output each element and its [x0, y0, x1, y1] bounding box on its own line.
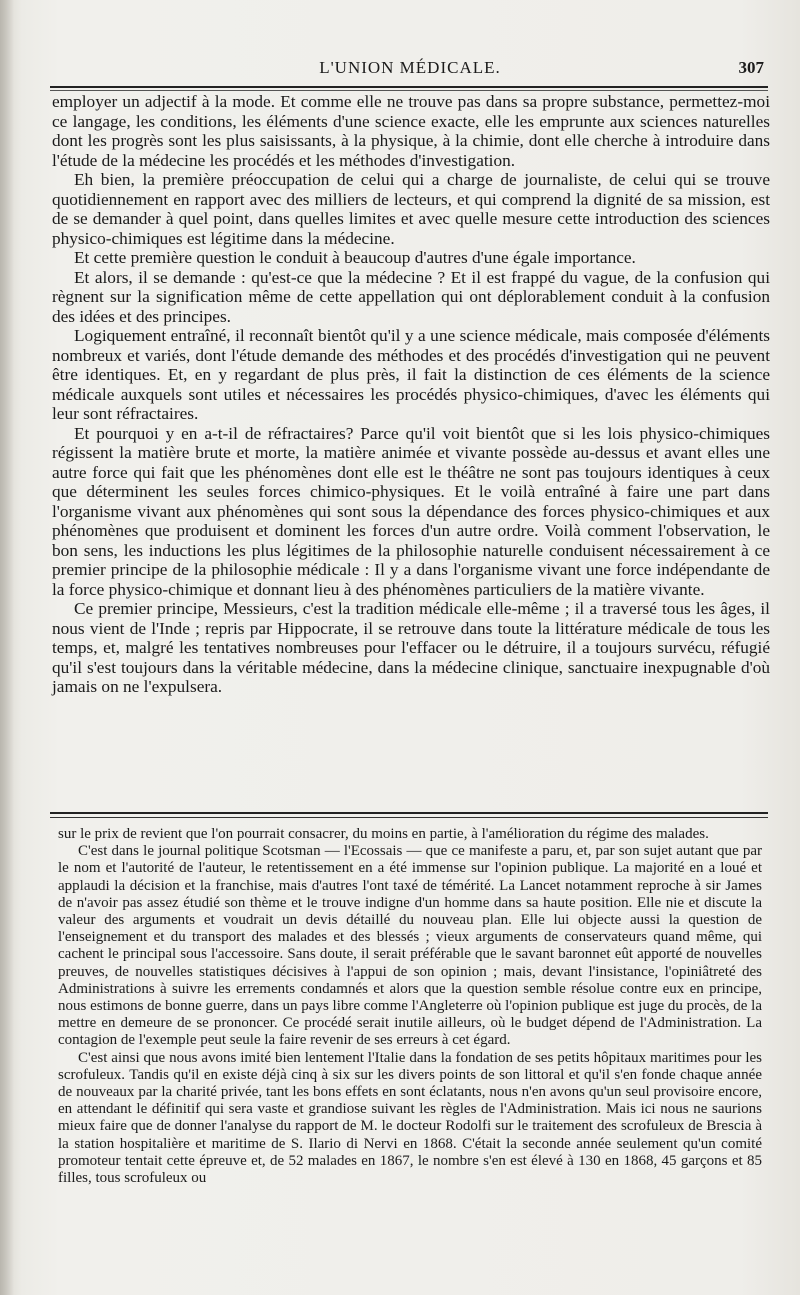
- paragraph: Et alors, il se demande : qu'est-ce que la médecine ? Et il est frappé du vague, de la confusion qui règnent sur la signification même de cette appellation qui ont déplorablement conduit à la confusion des idées et des principes.: [52, 267, 770, 326]
- header-rule: [50, 86, 768, 91]
- paragraph: sur le prix de revient que l'on pourrait consacrer, du moins en partie, à l'amélioration du régime des malades.: [58, 826, 709, 842]
- paragraph: C'est dans le journal politique Scotsman — l'Ecossais — que ce manifeste a paru, et, par son sujet autant que par le nom et l'autorité de l'auteur, le retentissement en a été immense sur l'opinion publique. La majorité en a loué et applaudi la décision et la franchise, mais d'autres l'ont taxé de témérité. La Lancet notamment reproche à sir James de n'avoir pas assez étudié son thème et le trouve indigne d'un homme dans sa haute position. Elle nie et discute la valeur des arguments et voudrait un devis détaillé du nouveau plan. Elle lui objecte aussi la question de l'enseignement et du transport des malades et des blessés ; vieux arguments de conservateurs quand même, qui cachent le principal sous l'accessoire. Sans doute, il serait préférable que le savant baronnet eût apporté de nouvelles preuves, de nouvelles statistiques décisives à l'appui de son opinion ; mais, devant l'insistance, l'opiniâtreté des Administrations à suivre les errements condamnés et alors que la question semble résolue contre eux en principe, nous estimons de bonne guerre, dans un pays libre comme l'Angleterre où l'opinion publique est juge du procès, de la mettre en demeure de se prononcer. Ce procédé serait inutile ailleurs, où le budget dépend de l'Administration. La contagion de l'exemple peut seule la faire revenir de ses erreurs à cet égard.: [58, 843, 762, 1049]
- paragraph: Ce premier principe, Messieurs, c'est la tradition médicale elle-même ; il a traversé tous les âges, il nous vient de l'Inde ; repris par Hippocrate, il se retrouve dans toute la littérature médicale de tous les temps, et, malgré les tentatives nombreuses pour l'effacer ou le détruire, il a toujours survécu, réfugié qu'il s'est toujours dans la véritable médecine, dans la médecine clinique, sanctuaire inexpugnable d'où jamais on ne l'expulsera.: [52, 599, 770, 696]
- main-article: [52, 92, 770, 697]
- page-header: [50, 58, 770, 84]
- paragraph: Et pourquoi y en a-t-il de réfractaires? Parce qu'il voit bientôt que si les lois physico-chimiques régissent la matière brute et morte, la matière animée et vivante possède au-dessus et avant elles une autre force qui fait que les phénomènes dont elle est le théâtre ne sont pas toujours identiques à ceux que déterminent les seules forces chimico-physiques. Et le voilà entraîné à faire une part dans l'organisme vivant aux phénomènes qui sont sous la dépendance des forces physico-chimiques et aux phénomènes que produisent et dominent les forces d'un autre ordre. Voilà comment l'observation, le bon sens, les inductions les plus légitimes de la philosophie naturelle conduisent nécessairement à ce premier principe de la philosophie médicale : Il y a dans l'organisme vivant une force indépendante de la force physico-chimique et donnant lieu à des phénomènes particuliers de la matière vivante.: [52, 423, 770, 599]
- paragraph: Eh bien, la première préoccupation de celui qui a charge de journaliste, de celui qui se trouve quotidiennement en rapport avec des milliers de lecteurs, et qui comprend la dignité de sa mission, est de se demander à quel point, dans quelles limites et avec quelle mesure cette introduction des sciences physico-chimiques est légitime dans la médecine.: [52, 170, 770, 248]
- running-title: L'UNION MÉDICALE.: [319, 58, 501, 77]
- binding-shadow: [0, 0, 14, 1295]
- paragraph: employer un adjectif à la mode. Et comme elle ne trouve pas dans sa propre substance, permettez-moi ce langage, les conditions, les éléments d'une science exacte, elle les emprunte aux sciences naturelles dont les progrès sont les plus saisissants, à la physique, à la chimie, dont elle cherche à introduire dans l'étude de la médecine les procédés et les méthodes d'investigation.: [52, 92, 770, 170]
- feuilleton-section: [58, 826, 762, 1187]
- page-number: 307: [738, 58, 764, 77]
- paragraph: Logiquement entraîné, il reconnaît bientôt qu'il y a une science médicale, mais composée d'éléments nombreux et variés, dont l'étude demande des méthodes et des procédés d'investigation qui ne peuvent être identiques. Et, en y regardant de plus près, il fait la distinction de ces éléments de la science médicale auxquels sont utiles et nécessaires les procédés physico-chimiques, d'avec les éléments qui leur sont réfractaires.: [52, 326, 770, 423]
- paragraph: C'est ainsi que nous avons imité bien lentement l'Italie dans la fondation de ses petits hôpitaux maritimes pour les scrofuleux. Tandis qu'il en existe déjà cinq à six sur les divers points de son littoral et qu'il s'en fonde chaque année de nouveaux par la charité privée, tant les bons effets en sont éclatants, nous n'en avons qu'un seul provisoire encore, en attendant le définitif qui sera vaste et grandiose suivant les règles de l'Administration. Mais ici nous ne saurions mieux faire que de donner l'analyse du rapport de M. le docteur Rodolfi sur le traitement des scrofuleux de Brescia à la station hospitalière et maritime de S. Ilario di Nervi en 1868. C'était la seconde année seulement qu'un comité promoteur tentait cette épreuve et, de 52 malades en 1867, le nombre s'en est élevé à 130 en 1868, 45 garçons et 85 filles, tous scrofuleux ou: [58, 1049, 762, 1187]
- paragraph: Et cette première question le conduit à beaucoup d'autres d'une égale importance.: [74, 248, 636, 267]
- feuilleton-separator-rule: [50, 812, 768, 818]
